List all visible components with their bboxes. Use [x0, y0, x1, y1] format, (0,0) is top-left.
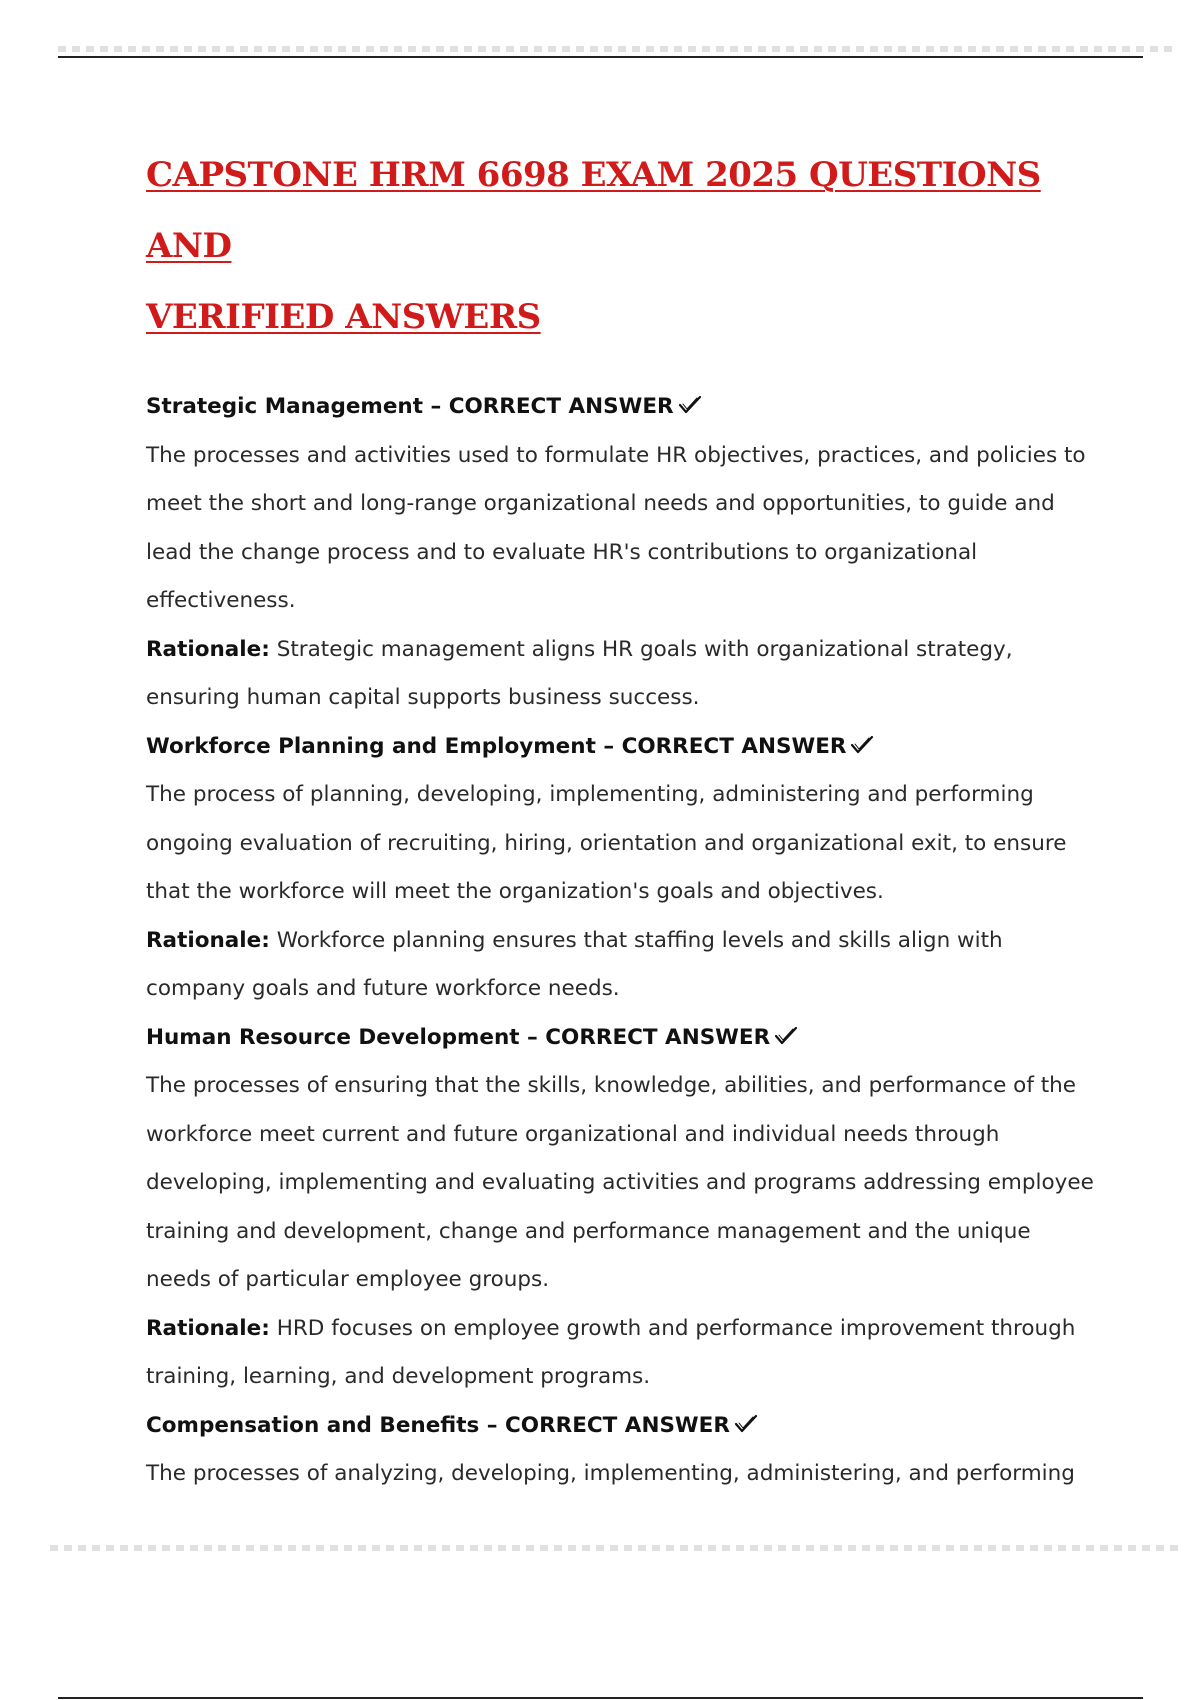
title-line-1: CAPSTONE HRM 6698 EXAM 2025 QUESTIONS AND — [146, 155, 1041, 266]
entry-heading — [146, 1402, 1096, 1451]
entry-definition: The process of planning, developing, implementing, administering and performing ongoing evaluation of recruiting, hiring, orientation and organizational exit, to ensure that the workforce will meet the organization's goals and objectives. — [146, 782, 1067, 904]
check-mark-icon — [678, 395, 702, 415]
entry-heading — [146, 1014, 1096, 1063]
entry-rationale — [146, 917, 1096, 1014]
qa-entry-compensation-benefits — [146, 1402, 1096, 1499]
entry-term: Strategic Management – CORRECT ANSWER — [146, 394, 674, 419]
entry-definition: The processes of ensuring that the skills, knowledge, abilities, and performance of the workforce meet current and future organizational and individual needs through developing, implementing and evaluating activities and programs addressing employee training and development, change and performance management and the unique needs of particular employee groups. — [146, 1073, 1094, 1292]
check-mark-icon — [850, 735, 874, 755]
rationale-label: Rationale: — [146, 927, 270, 953]
rationale-text: Workforce planning ensures that staffing levels and skills align with company goals and future workforce needs. — [146, 927, 1003, 1001]
entry-heading — [146, 723, 1096, 772]
entry-rationale — [146, 626, 1096, 723]
rationale-text: HRD focuses on employee growth and performance improvement through training, learning, and development programs. — [146, 1315, 1076, 1389]
check-mark-icon — [774, 1026, 798, 1046]
entry-term: Human Resource Development – CORRECT ANSWER — [146, 1024, 771, 1050]
document-title — [146, 140, 1096, 353]
rationale-text: Strategic management aligns HR goals with organizational strategy, ensuring human capital supports business success. — [146, 636, 1013, 710]
qa-entry-workforce-planning — [146, 723, 1096, 1014]
top-rule — [58, 56, 1143, 58]
page-break-dashed-divider — [50, 1545, 1180, 1551]
rationale-label: Rationale: — [146, 1315, 270, 1341]
bottom-rule — [58, 1697, 1143, 1699]
entry-heading — [146, 383, 1096, 432]
qa-entry-human-resource-development — [146, 1014, 1096, 1402]
entry-definition: The processes of analyzing, developing, implementing, administering, and performing — [146, 1461, 1075, 1486]
entry-rationale — [146, 1305, 1096, 1402]
check-mark-icon — [734, 1414, 758, 1434]
entry-term: Workforce Planning and Employment – CORRECT ANSWER — [146, 733, 847, 759]
top-dashed-divider — [58, 46, 1178, 52]
rationale-label: Rationale: — [146, 636, 270, 662]
document-content — [146, 140, 1096, 1499]
qa-entries — [146, 383, 1096, 1499]
entry-term: Compensation and Benefits – CORRECT ANSWER — [146, 1412, 730, 1438]
entry-definition: The processes and activities used to formulate HR objectives, practices, and policies to meet the short and long-range organizational needs and opportunities, to guide and lead the change process and to evaluate HR's contributions to organizational effectiveness. — [146, 442, 1086, 613]
qa-entry-strategic-management — [146, 383, 1096, 723]
title-line-2: VERIFIED ANSWERS — [146, 297, 541, 337]
